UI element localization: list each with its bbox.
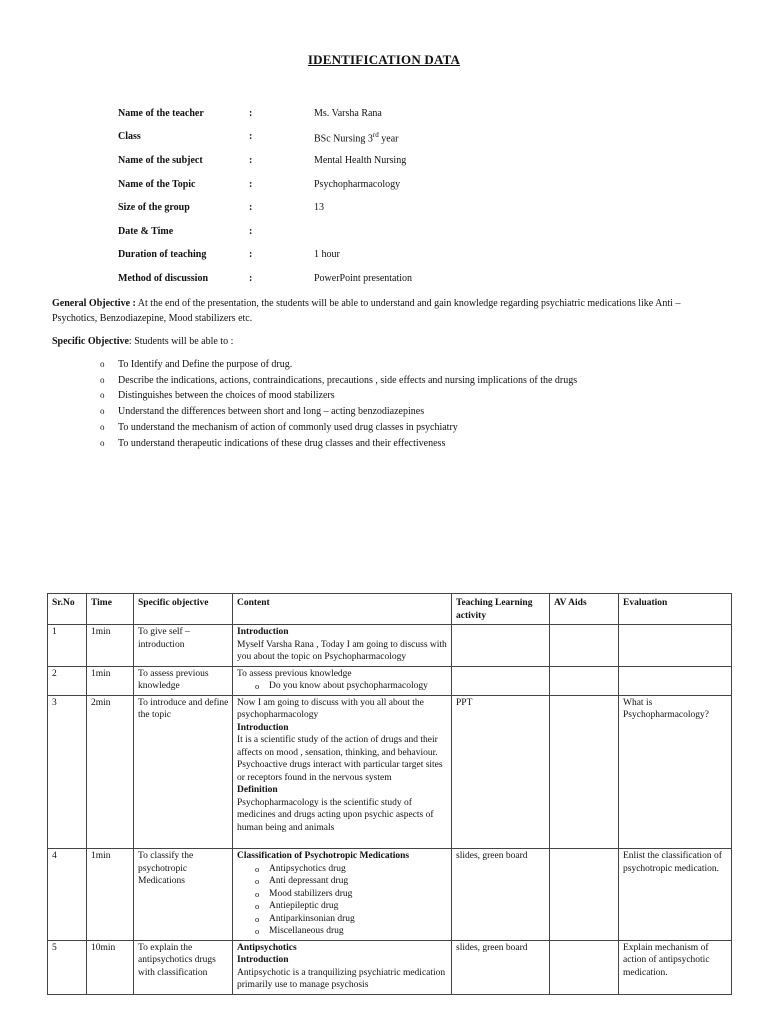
cell-activity bbox=[452, 625, 550, 667]
list-item bbox=[100, 420, 680, 436]
bullet: o bbox=[255, 926, 260, 936]
list-item-text: Describe the indications, actions, contraindications, precautions , side effects and nursing implications of the drugs bbox=[118, 374, 578, 386]
content-text: To assess previous knowledge bbox=[237, 668, 352, 679]
cell-srno: 1 bbox=[48, 625, 87, 667]
bullet: o bbox=[255, 863, 260, 874]
cell-aids bbox=[550, 666, 619, 695]
content-heading: Definition bbox=[237, 785, 278, 795]
content-heading: Introduction bbox=[237, 722, 289, 733]
list-item-text: Distinguishes between the choices of mood stabilizers bbox=[118, 390, 335, 402]
document-title: IDENTIFICATION DATA bbox=[307, 52, 461, 67]
cell-content bbox=[233, 940, 452, 994]
cell-content bbox=[233, 695, 452, 849]
cell-evaluation: What is Psychopharmacology? bbox=[619, 695, 732, 849]
list-item-text: Miscellaneous drug bbox=[269, 926, 344, 936]
cell-activity: slides, green board bbox=[452, 940, 550, 994]
cell-evaluation bbox=[619, 625, 732, 667]
column-header: Evaluation bbox=[619, 594, 732, 625]
id-colon: : bbox=[249, 131, 253, 142]
specific-objective-text: : Students will be able to : bbox=[128, 336, 234, 347]
id-row-group-size bbox=[0, 202, 768, 216]
id-colon: : bbox=[249, 179, 253, 190]
id-label: Size of the group bbox=[118, 202, 190, 213]
cell-aids bbox=[550, 625, 619, 667]
list-item-text: Understand the differences between short and long – acting benzodiazepines bbox=[118, 406, 425, 418]
table-row bbox=[48, 849, 732, 941]
id-row-topic bbox=[0, 179, 768, 193]
id-label: Duration of teaching bbox=[118, 249, 207, 260]
bullet: o bbox=[100, 406, 105, 417]
specific-objective-label: Specific Objective bbox=[52, 336, 129, 347]
list-item-text: Antiepileptic drug bbox=[269, 901, 339, 911]
list-item bbox=[100, 404, 680, 420]
id-label: Name of the Topic bbox=[118, 179, 196, 190]
id-row-method bbox=[0, 273, 768, 287]
specific-objective-list bbox=[100, 357, 680, 451]
list-item-text: Antiparkinsonian drug bbox=[269, 913, 355, 924]
id-label: Class bbox=[118, 131, 141, 142]
content-heading: Introduction bbox=[237, 955, 289, 965]
cell-evaluation: Explain mechanism of action of antipsychotic medication. bbox=[619, 940, 732, 994]
bullet: o bbox=[100, 359, 105, 369]
id-colon: : bbox=[249, 108, 253, 119]
list-item bbox=[255, 900, 448, 913]
column-header: Sr.No bbox=[48, 594, 87, 625]
bullet: o bbox=[100, 437, 105, 448]
cell-time: 10min bbox=[87, 940, 134, 994]
list-item bbox=[100, 436, 680, 452]
table-row bbox=[48, 695, 732, 849]
list-item bbox=[255, 913, 448, 926]
cell-time: 2min bbox=[87, 695, 134, 849]
list-item-text: Antipsychotics drug bbox=[269, 863, 346, 874]
specific-objective bbox=[52, 334, 720, 349]
cell-evaluation: Enlist the classification of psychotropic medication. bbox=[619, 849, 732, 941]
cell-evaluation bbox=[619, 666, 732, 695]
id-row-class bbox=[0, 131, 768, 145]
id-value: 1 hour bbox=[314, 249, 340, 260]
content-list bbox=[237, 680, 448, 693]
cell-time: 1min bbox=[87, 625, 134, 667]
bullet: o bbox=[255, 901, 260, 911]
id-value-main: BSc Nursing 3 bbox=[314, 133, 373, 145]
column-header: Teaching Learning activity bbox=[452, 594, 550, 625]
id-colon: : bbox=[249, 155, 253, 166]
content-text: It is a scientific study of the action of drugs and their affects on mood , sensation, thinking, and behaviour. Psychoactive drugs interact with particular target sites or receptors found in the nervous system bbox=[237, 735, 443, 783]
content-text: Myself Varsha Rana , Today I am going to discuss with you about the topic on Psychopharmacology bbox=[237, 639, 447, 662]
cell-objective: To give self – introduction bbox=[134, 625, 233, 667]
content-heading: Antipsychotics bbox=[237, 942, 297, 953]
list-item bbox=[255, 680, 448, 693]
cell-srno: 5 bbox=[48, 940, 87, 994]
id-label: Name of the subject bbox=[118, 155, 203, 166]
cell-activity: slides, green board bbox=[452, 849, 550, 941]
id-value-sup: rd bbox=[372, 131, 379, 139]
table-header-row bbox=[48, 594, 732, 625]
content-heading: Introduction bbox=[237, 627, 289, 637]
id-colon: : bbox=[249, 226, 253, 237]
column-header: Content bbox=[233, 594, 452, 625]
list-item bbox=[255, 863, 448, 876]
id-row-duration bbox=[0, 249, 768, 263]
column-header: Specific objective bbox=[134, 594, 233, 625]
general-objective bbox=[52, 296, 720, 326]
id-row-teacher bbox=[0, 108, 768, 122]
id-value: 13 bbox=[314, 202, 324, 213]
id-label: Date & Time bbox=[118, 226, 174, 237]
general-objective-text: At the end of the presentation, the students will be able to understand and gain knowledge regarding psychiatric medications like Anti – Psychotics, Benzodiazepine, Mood stabilizers etc. bbox=[52, 298, 681, 324]
id-label: Name of the teacher bbox=[118, 108, 204, 119]
cell-activity bbox=[452, 666, 550, 695]
cell-time: 1min bbox=[87, 666, 134, 695]
cell-srno: 2 bbox=[48, 666, 87, 695]
id-colon: : bbox=[249, 202, 253, 213]
bullet: o bbox=[255, 681, 260, 691]
id-value: PowerPoint presentation bbox=[314, 273, 413, 284]
cell-aids bbox=[550, 849, 619, 941]
content-heading: Classification of Psychotropic Medications bbox=[237, 851, 410, 861]
general-objective-label: General Objective : bbox=[52, 298, 136, 309]
id-row-subject bbox=[0, 155, 768, 169]
list-item-text: Anti depressant drug bbox=[269, 876, 349, 886]
list-item-text: Mood stabilizers drug bbox=[269, 888, 353, 899]
list-item bbox=[100, 373, 680, 389]
cell-aids bbox=[550, 940, 619, 994]
table-row bbox=[48, 625, 732, 667]
id-colon: : bbox=[249, 273, 253, 284]
bullet: o bbox=[100, 390, 105, 401]
list-item bbox=[255, 888, 448, 901]
table-row bbox=[48, 666, 732, 695]
cell-content bbox=[233, 625, 452, 667]
id-colon: : bbox=[249, 249, 253, 260]
cell-objective: To introduce and define the topic bbox=[134, 695, 233, 849]
cell-time: 1min bbox=[87, 849, 134, 941]
list-item bbox=[255, 925, 448, 938]
cell-content bbox=[233, 666, 452, 695]
list-item-text: Do you know about psychopharmacology bbox=[269, 681, 428, 691]
content-text: Psychopharmacology is the scientific study of medicines and drugs acting upon psychic aspects of human being and animals bbox=[237, 797, 434, 833]
bullet: o bbox=[100, 374, 105, 385]
column-header: AV Aids bbox=[550, 594, 619, 625]
list-item bbox=[100, 357, 680, 373]
lesson-plan-table bbox=[47, 593, 732, 995]
id-value: Psychopharmacology bbox=[314, 179, 401, 190]
content-lead: Now I am going to discuss with you all about the psychopharmacology bbox=[237, 697, 424, 720]
list-item-text: To understand therapeutic indications of these drug classes and their effectiveness bbox=[118, 437, 446, 449]
id-value: Mental Health Nursing bbox=[314, 155, 407, 166]
list-item-text: To understand the mechanism of action of commonly used drug classes in psychiatry bbox=[118, 421, 458, 433]
content-text: Antipsychotic is a tranquilizing psychiatric medication primarily use to manage psychosis bbox=[237, 967, 446, 990]
column-header: Time bbox=[87, 594, 134, 625]
list-item-text: To Identify and Define the purpose of drug. bbox=[118, 359, 293, 370]
cell-objective: To explain the antipsychotics drugs with classification bbox=[134, 940, 233, 994]
cell-objective: To assess previous knowledge bbox=[134, 666, 233, 695]
bullet: o bbox=[255, 913, 260, 924]
id-value: Ms. Varsha Rana bbox=[314, 108, 382, 119]
id-value bbox=[314, 131, 398, 144]
id-value-tail: year bbox=[378, 133, 399, 145]
cell-srno: 4 bbox=[48, 849, 87, 941]
list-item bbox=[100, 388, 680, 404]
cell-objective: To classify the psychotropic Medications bbox=[134, 849, 233, 941]
cell-activity: PPT bbox=[452, 695, 550, 849]
bullet: o bbox=[255, 876, 260, 886]
bullet: o bbox=[255, 888, 260, 899]
cell-srno: 3 bbox=[48, 695, 87, 849]
content-list bbox=[237, 863, 448, 938]
id-label: Method of discussion bbox=[118, 273, 209, 284]
table-row bbox=[48, 940, 732, 994]
cell-content bbox=[233, 849, 452, 941]
cell-aids bbox=[550, 695, 619, 849]
list-item bbox=[255, 875, 448, 888]
id-row-date-time bbox=[0, 226, 768, 240]
bullet: o bbox=[100, 421, 105, 432]
